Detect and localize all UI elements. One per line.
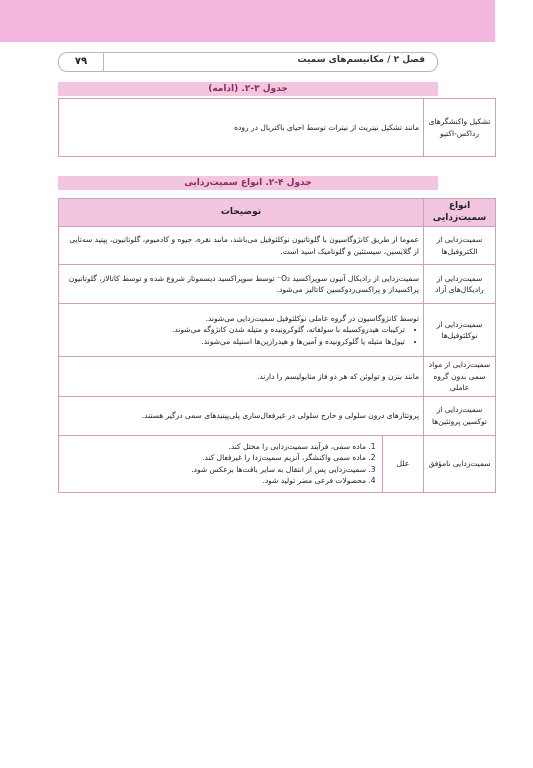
list-item: 3. سمیت‌زدایی پس از انتقال به سایر بافت‌ها برعکس شود. xyxy=(63,464,366,476)
chapter-title: فصل ۲ / مکانیسم‌های سمیت xyxy=(297,55,425,65)
table-cell-type: سمیت‌زدایی از رادیکال‌های آزاد xyxy=(424,265,496,304)
table-cell-description: پروتئازهای درون سلولی و خارج سلولی در غیرفعال‌سازی پلی‌پپتیدهای سمی درگیر هستند. xyxy=(59,396,424,435)
table-cell-type: سمیت‌زدایی از مواد سمی بدون گروه عاملی xyxy=(424,357,496,397)
table-cell-type: سمیت‌زدایی از نوکلئوفیل‌ها xyxy=(424,304,496,357)
table-cell-cause-label: علل xyxy=(383,435,424,492)
table-cell-description: مانند بنزن و تولوئن که هر دو فاز متابولیسم را دارند. xyxy=(59,357,424,397)
table-prev-caption: جدول ۳-۲. (ادامه) xyxy=(58,82,438,96)
list-item: 4. محصولات فرعی مضر تولید شود. xyxy=(63,475,366,487)
top-color-band xyxy=(0,0,495,42)
list-item: • ترکیبات هیدروکسیله با سولفاته، گلوکرونیده و متیله شدن کانژوگه می‌شوند. xyxy=(63,324,405,336)
table-row xyxy=(59,357,496,397)
numbered-list xyxy=(63,441,378,487)
column-header-type: انواع سمیت‌زدایی xyxy=(424,199,496,227)
table-cell-description: عموما از طریق کانژوگاسیون با گلوتاتیون نوکلئوفیل می‌باشد، مانند نقره، جیوه و کادمیوم، گلوتاتیون، پپتید سه‌تایی از گلایسین، سیستئین و گلوتامیک اسید است. xyxy=(59,227,424,265)
table-row xyxy=(59,304,496,357)
column-header-description: توضیحات xyxy=(59,199,424,227)
table-cell-description xyxy=(59,435,383,492)
bullet-list xyxy=(63,324,419,347)
running-header xyxy=(58,52,438,72)
table-main xyxy=(58,198,496,493)
table-row xyxy=(59,396,496,435)
table-cell-description: مانند تشکیل نیتریت از نیترات توسط احیای باکتریال در روده xyxy=(59,99,424,157)
table-row xyxy=(59,227,496,265)
table-main-caption: جدول ۴-۲. انواع سمیت‌زدایی xyxy=(58,176,438,190)
description-intro: توسط کانژوگاسیون در گروه عاملی نوکلئوفیل سمیت‌زدایی می‌شوند. xyxy=(205,313,419,323)
list-item: 2. ماده سمی واکنشگر، آنزیم سمیت‌زدا را غیرفعال کند. xyxy=(63,452,366,464)
table-cell-description xyxy=(59,304,424,357)
table-cell-type: تشکیل واکنشگرهای رداکس-اکتیو xyxy=(424,99,496,157)
page-number: ۷۹ xyxy=(59,53,104,71)
table-prev xyxy=(58,98,496,157)
list-item: 1. ماده سمی، فرآیند سمیت‌زدایی را مختل کند. xyxy=(63,441,366,453)
table-row xyxy=(59,99,496,157)
table-row xyxy=(59,435,496,492)
list-item: • تیول‌ها متیله یا گلوکرونیده و آمین‌ها و هیدرازین‌ها استیله می‌شوند. xyxy=(63,336,405,348)
table-cell-type: سمیت‌زدایی نامؤفق xyxy=(424,435,496,492)
table-cell-type: سمیت‌زدایی از الکتروفیل‌ها xyxy=(424,227,496,265)
table-header-row xyxy=(59,199,496,227)
table-cell-description: سمیت‌زدایی از رادیکال آنیون سوپراکسید O₂⁻ توسط سوپراکسید دیسموتاز شروع شده و توسط کاتالاز، گلوتاتیون پراکسیداز و پراکسی‌ردوکسین کاتالیز می‌شود. xyxy=(59,265,424,304)
table-row xyxy=(59,265,496,304)
table-cell-type: سمیت‌زدایی از توکسین پروتئین‌ها xyxy=(424,396,496,435)
